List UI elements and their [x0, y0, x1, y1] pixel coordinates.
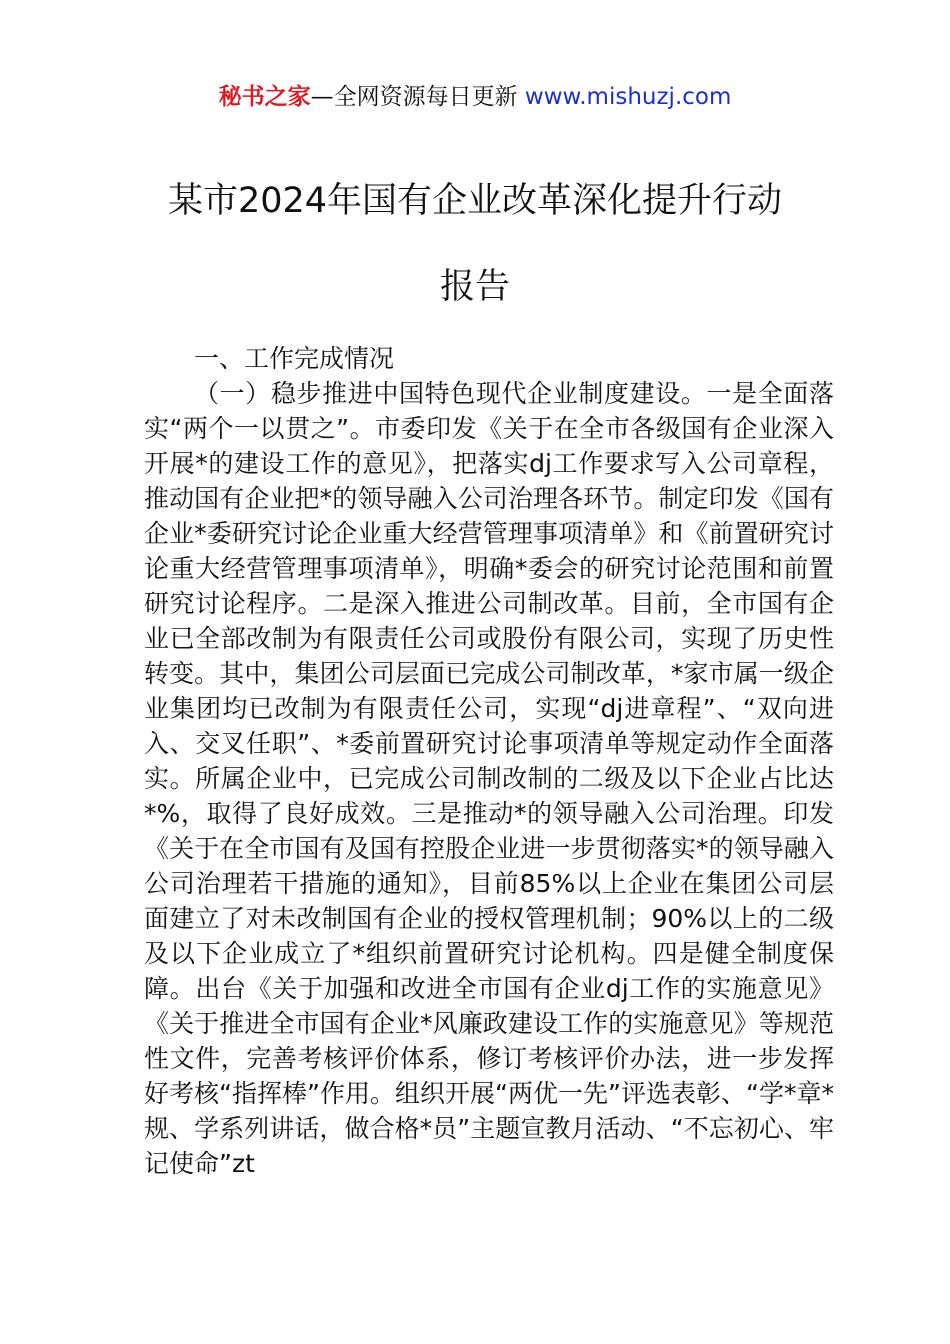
section-heading: 一、工作完成情况 [194, 344, 395, 373]
site-brand[interactable]: 秘书之家 [218, 84, 311, 110]
site-header [0, 82, 950, 112]
document-title [100, 158, 850, 330]
site-tagline: —全网资源每日更新 [310, 84, 518, 110]
body-paragraph: （一）稳步推进中国特色现代企业制度建设。一是全面落实“两个一以贯之”。市委印发《关于在全市各级国有企业深入开展*的建设工作的意见》，把落实dj工作要求写入公司章程，推动国有企业把*的领导融入公司治理各环节。制定印发《国有企业*委研究讨论企业重大经营管理事项清单》和《前置研究讨论重大经营管理事项清单》，明确*委会的研究讨论范围和前置研究讨论程序。二是深入推进公司制改革。目前，全市国有企业已全部改制为有限责任公司或股份有限公司，实现了历史性转变。其中，集团公司层面已完成公司制改革，*家市属一级企业集团均已改制为有限责任公司，实现“dj进章程”、“双向进入、交叉任职”、*委前置研究讨论事项清单等规定动作全面落实。所属企业中，已完成公司制改制的二级及以下企业占比达*%，取得了良好成效。三是推动*的领导融入公司治理。印发《关于在全市国有及国有控股企业进一步贯彻落实*的领导融入公司治理若干措施的通知》，目前85%以上企业在集团公司层面建立了对未改制国有企业的授权管理机制；90%以上的二级及以下企业成立了*组织前置研究讨论机构。四是健全制度保障。出台《关于加强和改进全市国有企业dj工作的实施意见》《关于推进全市国有企业*风廉政建设工作的实施意见》等规范性文件，完善考核评价体系，修订考核评价办法，进一步发挥好考核“指挥棒”作用。组织开展“两优一先”评选表彰、“学*章*规、学系列讲话，做合格*员”主题宣教月活动、“不忘初心、牢记使命”zt [144, 379, 834, 1178]
document-title-line2: 报告 [439, 267, 510, 307]
document-body [144, 341, 834, 1181]
document-title-line1: 某市2024年国有企业改革深化提升行动 [167, 181, 783, 221]
site-url-link[interactable]: www.mishuzj.com [524, 84, 732, 110]
